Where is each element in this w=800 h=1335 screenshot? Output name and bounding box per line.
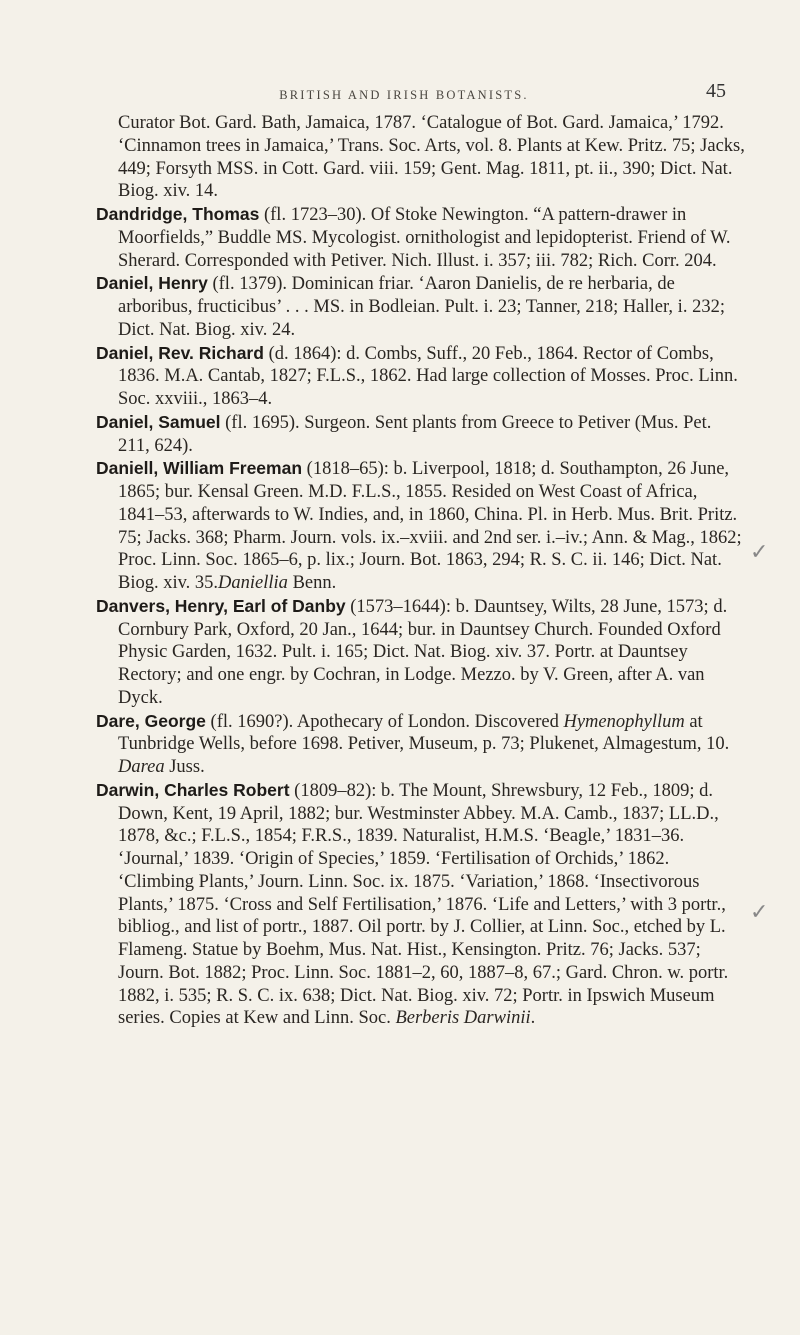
entry-name: Dandridge, Thomas [96,204,260,224]
check-mark-icon: ✓ [750,540,769,565]
running-head: BRITISH AND IRISH BOTANISTS. [279,88,529,102]
entry-name: Daniel, Samuel [96,411,221,432]
entry-dare-george [96,710,746,779]
entry-italic: Berberis Darwinii [395,1008,531,1029]
entry-list [96,112,746,1030]
entry-tail-2: Juss. [164,757,205,777]
entry-daniel-samuel [96,411,746,458]
entry-italic: Daniellia [218,573,288,593]
entry-dandridge [96,203,746,272]
entry-name: Darwin, Charles Robert [96,779,290,800]
entry-danvers-henry [96,595,746,710]
entry-text: (1573–1644): b. Dauntsey, Wilts, 28 June, 1573; d. Cornbury Park, Oxford, 20 Jan., 1644; bur. in Dauntsey Church. Founded Oxford Physic Garden, 1632. Pult. i. 165; Dict. Nat. Biog. xiv. 37. Portr. at Dauntsey Rectory; and one engr. by Cochran, in Lodge. Mezzo. by V. Green, after A. van Dyck. [118,596,728,708]
page-number: 45 [706,80,726,102]
entry-text: (fl. 1690?). Apothecary of London. Discovered [205,711,564,732]
entry-text: Curator Bot. Gard. Bath, Jamaica, 1787. ‘Catalogue of Bot. Gard. Jamaica,’ 1792. ‘Cinnamon trees in Jamaica,’ Trans. Soc. Arts, vol. 8. Plants at Kew. Pritz. 75; Jacks, 449; Forsyth MSS. in Cott. Gard. viii. 159; Gent. Mag. 1811, pt. ii., 390; Dict. Nat. Biog. xiv. 14. [118,113,745,202]
entry-italic: Hymenophyllum [563,711,685,732]
entry-name: Daniel, Henry [96,273,208,294]
entry-continuation [96,112,746,203]
entry-daniel-richard [96,342,746,411]
entry-text: (fl. 1379). Dominican friar. ‘Aaron Danielis, de re herbaria, de arboribus, fructicibus’ . . . MS. in Bodleian. Pult. i. 23; Tanner, 218; Haller, i. 232; Dict. Nat. Biog. xiv. 24. [118,274,725,340]
entry-daniell-william [96,457,746,595]
entry-tail: at Tunbridge Wells, before 1698. Petiver, Museum, p. 73; Plukenet, Almagestum, 10. [118,711,730,755]
entry-text: (d. 1864): d. Combs, Suff., 20 Feb., 1864. Rector of Combs, 1836. M.A. Cantab, 1827; F.L.S., 1862. Had large collection of Mosses. Proc. Linn. Soc. xxviii., 1863–4. [118,343,738,409]
entry-tail: Benn. [287,573,337,593]
entry-name: Danvers, Henry, Earl of Danby [96,595,346,616]
check-mark-icon: ✓ [750,900,769,925]
entry-daniel-henry [96,272,746,341]
entry-text: (fl. 1695). Surgeon. Sent plants from Greece to Petiver (Mus. Pet. 211, 624). [118,412,712,456]
entry-name: Dare, George [96,710,206,731]
entry-tail: . [530,1008,536,1029]
entry-text: (fl. 1723–30). Of Stoke Newington. “A pattern-drawer in Moorfields,” Buddle MS. Mycologist. ornithologist and lepidopterist. Friend of W. Sherard. Corresponded with Petiver. Nich. Illust. i. 357; iii. 782; Rich. Corr. 204. [118,205,731,271]
entry-text: (1818–65): b. Liverpool, 1818; d. Southampton, 26 June, 1865; bur. Kensal Green. M.D. F.L.S., 1855. Resided on West Coast of Africa, 1841–53, afterwards to W. Indies, and, in 1860, China. Pl. in Herb. Mus. Brit. Pritz. 75; Jacks. 368; Pharm. Journ. vols. ix.–xviii. and 2nd ser. i.–iv.; Ann. & Mag., 1862; Proc. Linn. Soc. 1865–6, p. lix.; Journ. Bot. 1863, 294; R. S. C. ii. 146; Dict. Nat. Biog. xiv. 35. [118,459,742,593]
entry-name: Daniel, Rev. Richard [96,342,264,363]
entry-darwin-charles [96,779,746,1030]
entry-name: Daniell, William Freeman [96,458,303,479]
entry-text: (1809–82): b. The Mount, Shrewsbury, 12 Feb., 1809; d. Down, Kent, 19 April, 1882; bur. Westminster Abbey. M.A. Camb., 1837; LL.D., 1878, &c.; F.L.S., 1854; F.R.S., 1839. Naturalist, H.M.S. ‘Beagle,’ 1831–36. ‘Journal,’ 1839. ‘Origin of Species,’ 1859. ‘Fertilisation of Orchids,’ 1862. ‘Climbing Plants,’ Journ. Linn. Soc. ix. 1875. ‘Variation,’ 1868. ‘Insectivorous Plants,’ 1875. ‘Cross and Self Fertilisation,’ 1876. ‘Life and Letters,’ with 3 portr., bibliog., and list of portr., 1887. Oil portr. by J. Collier, at Linn. Soc., etched by L. Flameng. Statue by Boehm, Mus. Nat. Hist., Kensington. Pritz. 76; Jacks. 537; Journ. Bot. 1882; Proc. Linn. Soc. 1881–2, 60, 1887–8, 67.; Gard. Chron. w. portr. 1882, i. 535; R. S. C. ix. 638; Dict. Nat. Biog. xiv. 72; Portr. in Ipswich Museum series. Copies at Kew and Linn. Soc. [118,780,729,1029]
entry-italic-2: Darea [118,757,165,777]
